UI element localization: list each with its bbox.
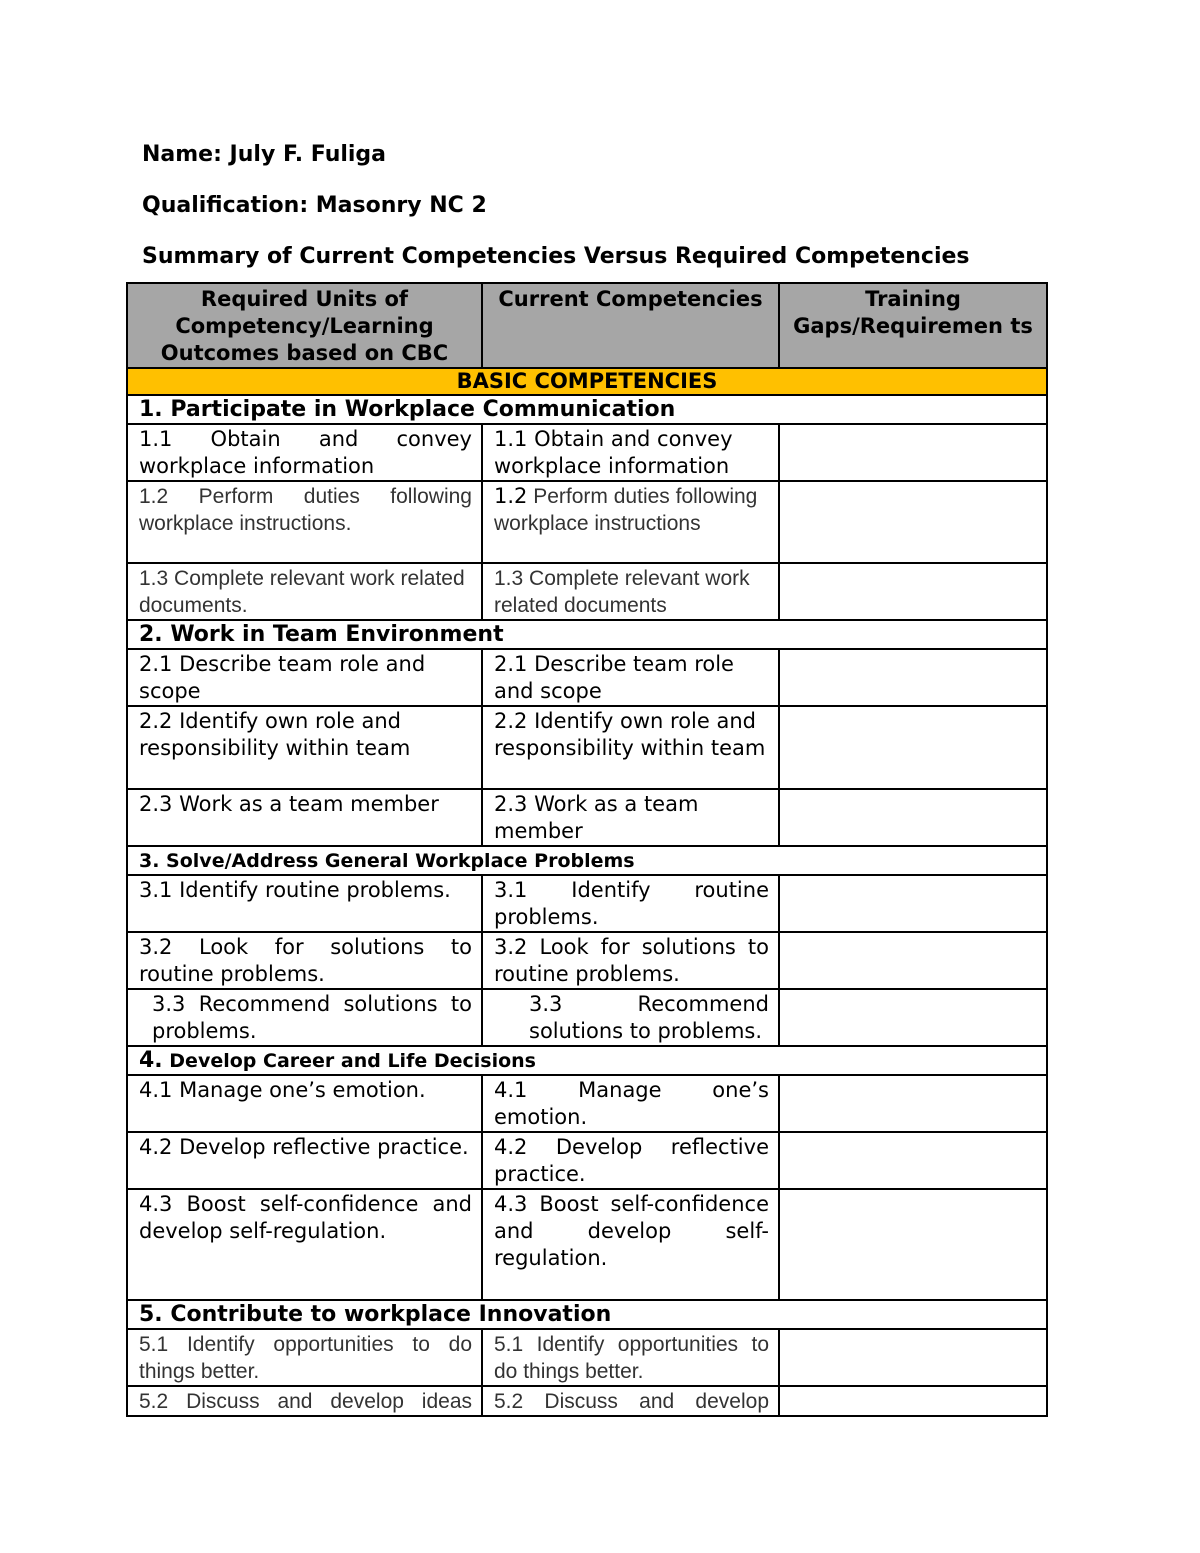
table-row [127,424,1047,481]
gap-cell [779,875,1047,932]
section-title-row [127,1300,1047,1329]
table-row [127,706,1047,789]
table-row [127,1189,1047,1300]
current-cell: 5.2 Discuss and develop [482,1386,779,1416]
table-header-row [127,283,1047,368]
column-header-gaps: Training Gaps/Requiremen ts [779,283,1047,368]
gap-cell [779,1189,1047,1300]
current-cell: 4.2 Develop reflective practice. [482,1132,779,1189]
gap-cell [779,1075,1047,1132]
current-cell: 4.3 Boost self-confidence and develop self-regulation. [482,1189,779,1300]
required-cell: 1.1 Obtain and convey workplace information [127,424,482,481]
column-header-required: Required Units of Competency/Learning Outcomes based on CBC [127,283,482,368]
current-cell: 3.3 Recommend solutions to problems. [482,989,779,1046]
required-cell: 2.1 Describe team role and scope [127,649,482,706]
required-cell: 5.2 Discuss and develop ideas [127,1386,482,1416]
table-row [127,1075,1047,1132]
current-cell: 1.3 Complete relevant work related documents [482,563,779,620]
required-cell: 4.2 Develop reflective practice. [127,1132,482,1189]
section-title-row [127,620,1047,649]
current-cell: 5.1 Identify opportunities to do things better. [482,1329,779,1386]
gap-cell [779,481,1047,563]
table-row [127,649,1047,706]
gap-cell [779,1329,1047,1386]
gap-cell [779,989,1047,1046]
current-text: Perform duties following workplace instructions [494,485,758,535]
section-title-row [127,1046,1047,1075]
section-title: 2. Work in Team Environment [127,620,1047,649]
table-row [127,481,1047,563]
required-cell: 4.1 Manage one’s emotion. [127,1075,482,1132]
table-row [127,1132,1047,1189]
table-row [127,1329,1047,1386]
gap-cell [779,1132,1047,1189]
qualification-line: Qualification: Masonry NC 2 [142,193,487,218]
current-cell: 2.2 Identify own role and responsibility within team [482,706,779,789]
current-cell: 1.1 Obtain and convey workplace information [482,424,779,481]
table-row [127,875,1047,932]
gap-cell [779,563,1047,620]
current-cell [482,481,779,563]
required-cell: 2.3 Work as a team member [127,789,482,846]
required-cell: 1.2 Perform duties following workplace instructions. [127,481,482,563]
table-row [127,932,1047,989]
required-cell: 1.3 Complete relevant work related documents. [127,563,482,620]
section-title: 1. Participate in Workplace Communication [127,395,1047,424]
gap-cell [779,424,1047,481]
gap-cell [779,1386,1047,1416]
current-cell: 3.1 Identify routine problems. [482,875,779,932]
table-row [127,789,1047,846]
section-title-text: Develop Career and Life Decisions [162,1050,536,1072]
current-cell: 4.1 Manage one’s emotion. [482,1075,779,1132]
table-row [127,563,1047,620]
current-cell: 2.1 Describe team role and scope [482,649,779,706]
table-row [127,989,1047,1046]
basic-competencies-band [127,368,1047,395]
name-line: Name: July F. Fuliga [142,142,387,167]
summary-title: Summary of Current Competencies Versus Required Competencies [142,244,970,269]
current-number: 1.2 [494,484,528,508]
table-row [127,1386,1047,1416]
required-cell: 2.2 Identify own role and responsibility within team [127,706,482,789]
section-title: 3. Solve/Address General Workplace Problems [127,846,1047,875]
current-cell: 3.2 Look for solutions to routine problems. [482,932,779,989]
gap-cell [779,932,1047,989]
competency-table [126,282,1048,1417]
gap-cell [779,789,1047,846]
required-cell: 3.3 Recommend solutions to problems. [127,989,482,1046]
section-title [127,1046,1047,1075]
required-cell: 3.1 Identify routine problems. [127,875,482,932]
section-number: 4. [139,1048,163,1073]
band-label: BASIC COMPETENCIES [127,368,1047,395]
required-cell: 3.2 Look for solutions to routine problems. [127,932,482,989]
section-title: 5. Contribute to workplace Innovation [127,1300,1047,1329]
gap-cell [779,706,1047,789]
required-cell: 5.1 Identify opportunities to do things better. [127,1329,482,1386]
current-cell: 2.3 Work as a team member [482,789,779,846]
column-header-current: Current Competencies [482,283,779,368]
section-title-row [127,395,1047,424]
gap-cell [779,649,1047,706]
required-cell: 4.3 Boost self-confidence and develop self-regulation. [127,1189,482,1300]
section-title-row [127,846,1047,875]
